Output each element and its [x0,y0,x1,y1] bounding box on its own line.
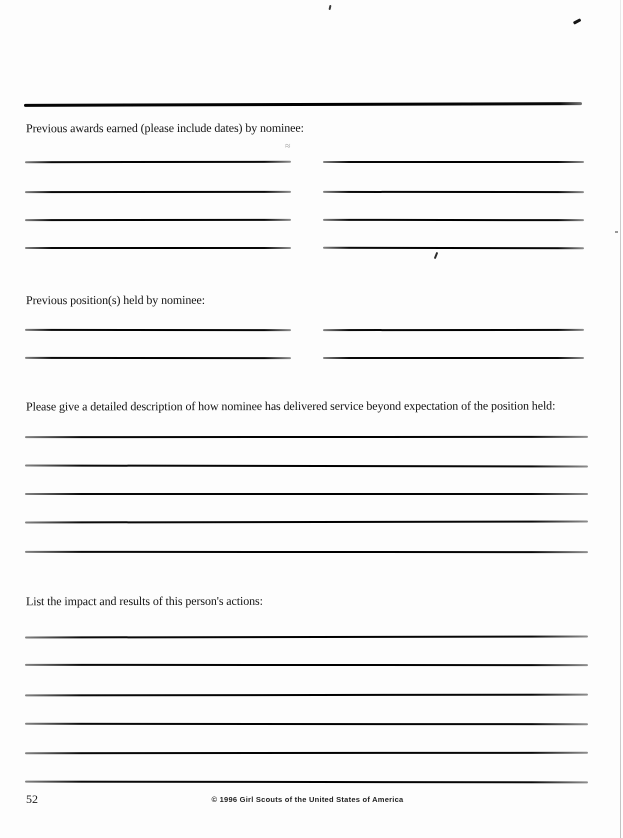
section-label: Please give a detailed description of how nominee has delivered service beyond expectation of the position held: [25,398,556,414]
blank-write-line [25,329,291,331]
copyright-line: © 1996 Girl Scouts of the United States of America [211,795,404,804]
blank-write-line [25,723,588,725]
blank-write-line [323,191,584,193]
scan-artifact [434,252,438,259]
blank-write-line [323,357,584,359]
blank-write-line [25,465,588,468]
blank-write-line [25,636,588,639]
blank-write-line [25,664,588,666]
scan-artifact [615,231,618,233]
blank-write-line [25,191,291,193]
blank-write-line [25,752,588,754]
blank-write-line [25,781,588,784]
section-label: Previous awards earned (please include dates) by nominee: [25,120,304,136]
blank-write-line [25,247,291,249]
section-label: List the impact and results of this person's actions: [25,593,263,609]
page-number: 52 [26,792,38,806]
section-label: Previous position(s) held by nominee: [25,292,205,308]
top-divider-rule [24,102,582,107]
blank-write-line [323,247,584,249]
scan-artifact [329,5,332,10]
blank-write-line [25,436,588,438]
blank-write-line [25,357,291,359]
blank-write-line [25,694,588,697]
blank-write-line [323,329,584,331]
blank-write-line [25,521,588,524]
blank-write-line [323,219,584,221]
blank-write-line [25,551,588,553]
blank-write-line [323,161,584,163]
blank-write-line [25,493,588,495]
blank-write-line [25,219,291,221]
scan-edge-artifact [620,0,622,838]
scan-artifact [573,18,581,24]
blank-write-line [25,161,291,163]
scan-artifact: ≈ [285,141,291,152]
